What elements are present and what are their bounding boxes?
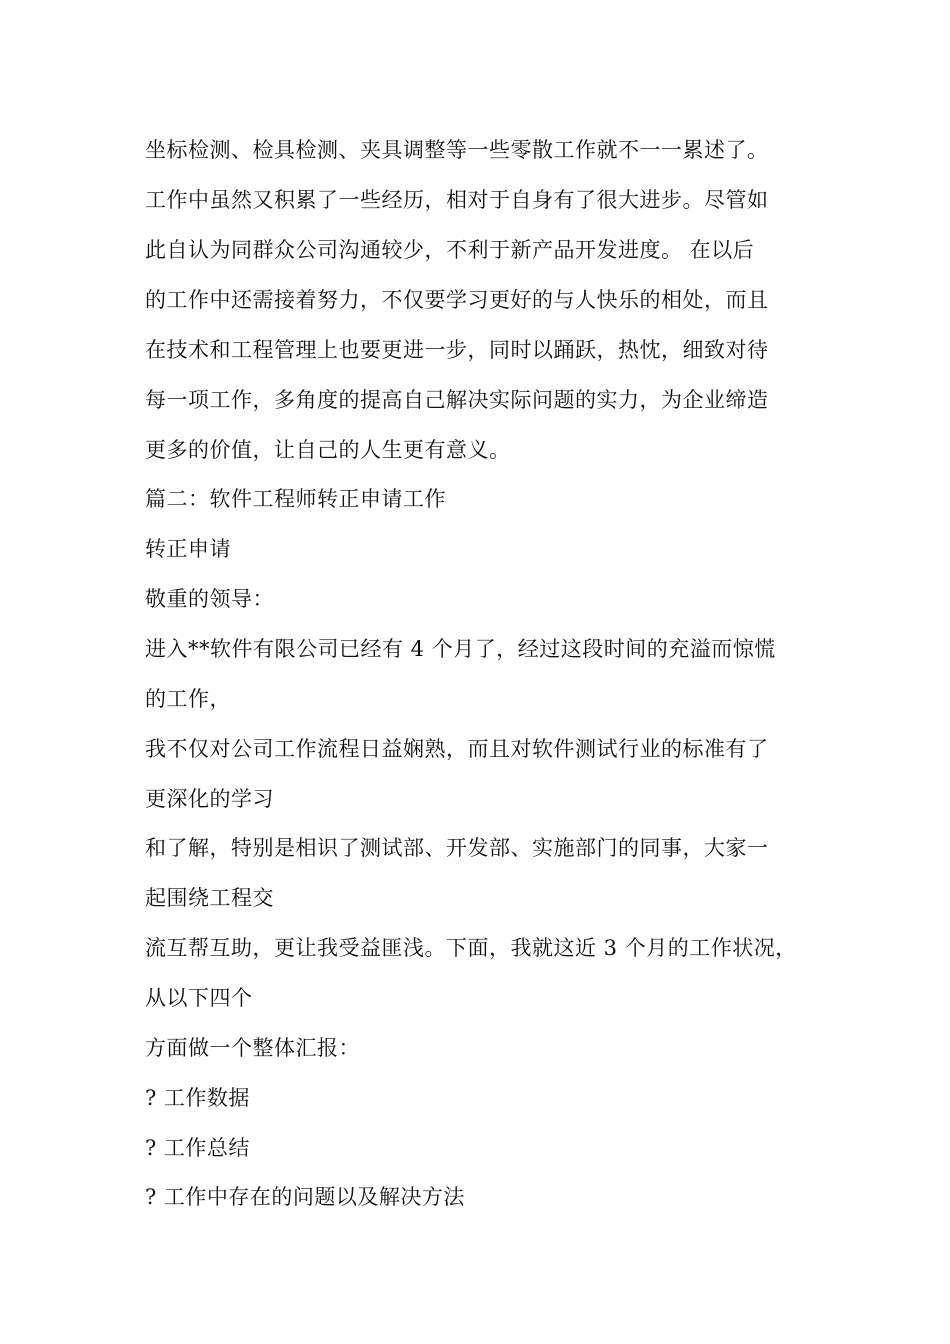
paragraph-line: 更多的价值，让自己的人生更有意义。 bbox=[145, 438, 511, 462]
paragraph-line: 的工作， bbox=[145, 687, 231, 711]
paragraph-line: 此自认为同群众公司沟通较少，不利于新产品开发进度。 在以后 bbox=[145, 238, 755, 262]
paragraph-line: 起围绕工程交 bbox=[145, 886, 274, 910]
paragraph-line: 和了解，特别是相识了测试部、开发部、实施部门的同事，大家一 bbox=[145, 836, 769, 860]
paragraph-line: 方面做一个整体汇报： bbox=[145, 1036, 360, 1060]
paragraph-line: 进入**软件有限公司已经有 4 个月了，经过这段时间的充溢而惊慌 bbox=[145, 637, 776, 661]
paragraph-line: 的工作中还需接着努力，不仅要学习更好的与人快乐的相处，而且 bbox=[145, 288, 769, 312]
paragraph-line: 坐标检测、检具检测、夹具调整等一些零散工作就不一一累述了。 bbox=[145, 138, 769, 162]
paragraph-line: 流互帮互助，更让我受益匪浅。下面，我就这近 3 个月的工作状况， bbox=[145, 936, 797, 960]
section-heading: 篇二：软件工程师转正申请工作 bbox=[145, 487, 446, 511]
paragraph-line: 我不仅对公司工作流程日益娴熟，而且对软件测试行业的标准有了 bbox=[145, 737, 769, 761]
paragraph-line: 更深化的学习 bbox=[145, 787, 274, 811]
list-item: ? 工作中存在的问题以及解决方法 bbox=[145, 1185, 465, 1209]
paragraph-line: 在技术和工程管理上也要更进一步，同时以踊跃，热忱，细致对待 bbox=[145, 338, 769, 362]
paragraph-line: 工作中虽然又积累了一些经历，相对于自身有了很大进步。尽管如 bbox=[145, 188, 769, 212]
list-item: ? 工作总结 bbox=[145, 1136, 250, 1160]
paragraph-line: 每一项工作，多角度的提高自己解决实际问题的实力，为企业缔造 bbox=[145, 388, 769, 412]
list-item: ? 工作数据 bbox=[145, 1086, 250, 1110]
document-title: 转正申请 bbox=[145, 537, 231, 561]
paragraph-line: 从以下四个 bbox=[145, 986, 253, 1010]
salutation: 敬重的领导： bbox=[145, 587, 274, 611]
